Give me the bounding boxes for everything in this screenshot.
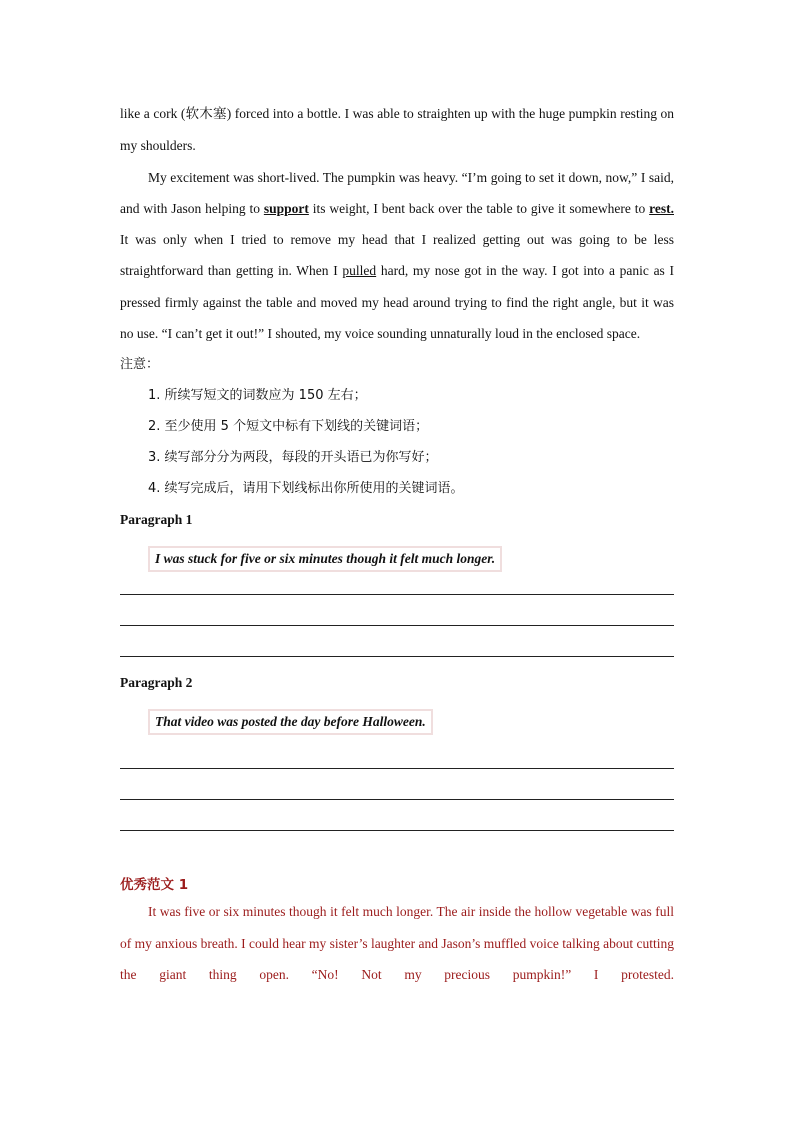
story-paragraph-1	[120, 98, 674, 162]
answer-line[interactable]	[120, 625, 674, 626]
note-item: 1. 所续写短文的词数应为 150 左右；	[148, 388, 367, 404]
answer-lines-2	[120, 768, 674, 831]
note-item: 3. 续写部分分为两段，每段的开头语已为你写好；	[148, 450, 438, 466]
story-text: its weight, I bent back over the table to give it somewhere to	[308, 200, 650, 216]
answer-line[interactable]	[120, 799, 674, 800]
sample-text: It was five or six minutes though it felt much longer. The air inside the hollow vegetable was full of my anxious breath. I could hear my sister’s laughter and Jason’s muffled voice talking about cutting the giant thing open. “No! Not my precious pumpkin!” I protested.	[120, 904, 675, 982]
paragraph-2-prompt: That video was posted the day before Halloween.	[148, 709, 433, 735]
answer-line[interactable]	[120, 656, 674, 657]
paragraph-1-label: Paragraph 1	[120, 512, 193, 528]
story-text: ) forced into a bottle. I was able to straighten up with the huge pumpkin resting on my shoulders.	[120, 106, 675, 154]
note-item: 4. 续写完成后，请用下划线标出你所使用的关键词语。	[148, 481, 464, 497]
answer-line[interactable]	[120, 830, 674, 831]
paragraph-1-prompt: I was stuck for five or six minutes though it felt much longer.	[148, 546, 502, 572]
sample-title: 优秀范文 1	[120, 877, 189, 894]
answer-line[interactable]	[120, 594, 674, 595]
story-text: hard, my nose got in the way. I got into a panic as I pressed firmly against the table and moved my head around trying to find the right angle, but it was no use. “I can’t get it out!” I shouted, my voice sounding unnaturally loud in the enclosed space.	[120, 263, 674, 342]
keyword-rest: rest.	[649, 200, 674, 216]
story-text-chinese: 软木塞	[185, 106, 227, 122]
paragraph-2-label: Paragraph 2	[120, 675, 193, 691]
story-text: My excitement was short-lived. The pumpkin was heavy. “I’m going to set it down, now,” I said, and with Jason helping to	[120, 169, 674, 216]
answer-lines-1	[120, 594, 674, 657]
story-text: like a cork (	[120, 106, 186, 121]
story-text: It was only when I tried to remove my head that I realized getting out was going to be less straightforward than getting in. When I	[120, 232, 674, 279]
answer-line[interactable]	[120, 768, 674, 769]
keyword-pulled: pulled	[342, 263, 377, 279]
notes-title: 注意：	[120, 357, 160, 373]
document-page	[120, 98, 674, 990]
keyword-support: support	[263, 200, 309, 216]
note-item: 2. 至少使用 5 个短文中标有下划线的关键词语；	[148, 419, 429, 435]
story-paragraph-2	[120, 162, 674, 350]
